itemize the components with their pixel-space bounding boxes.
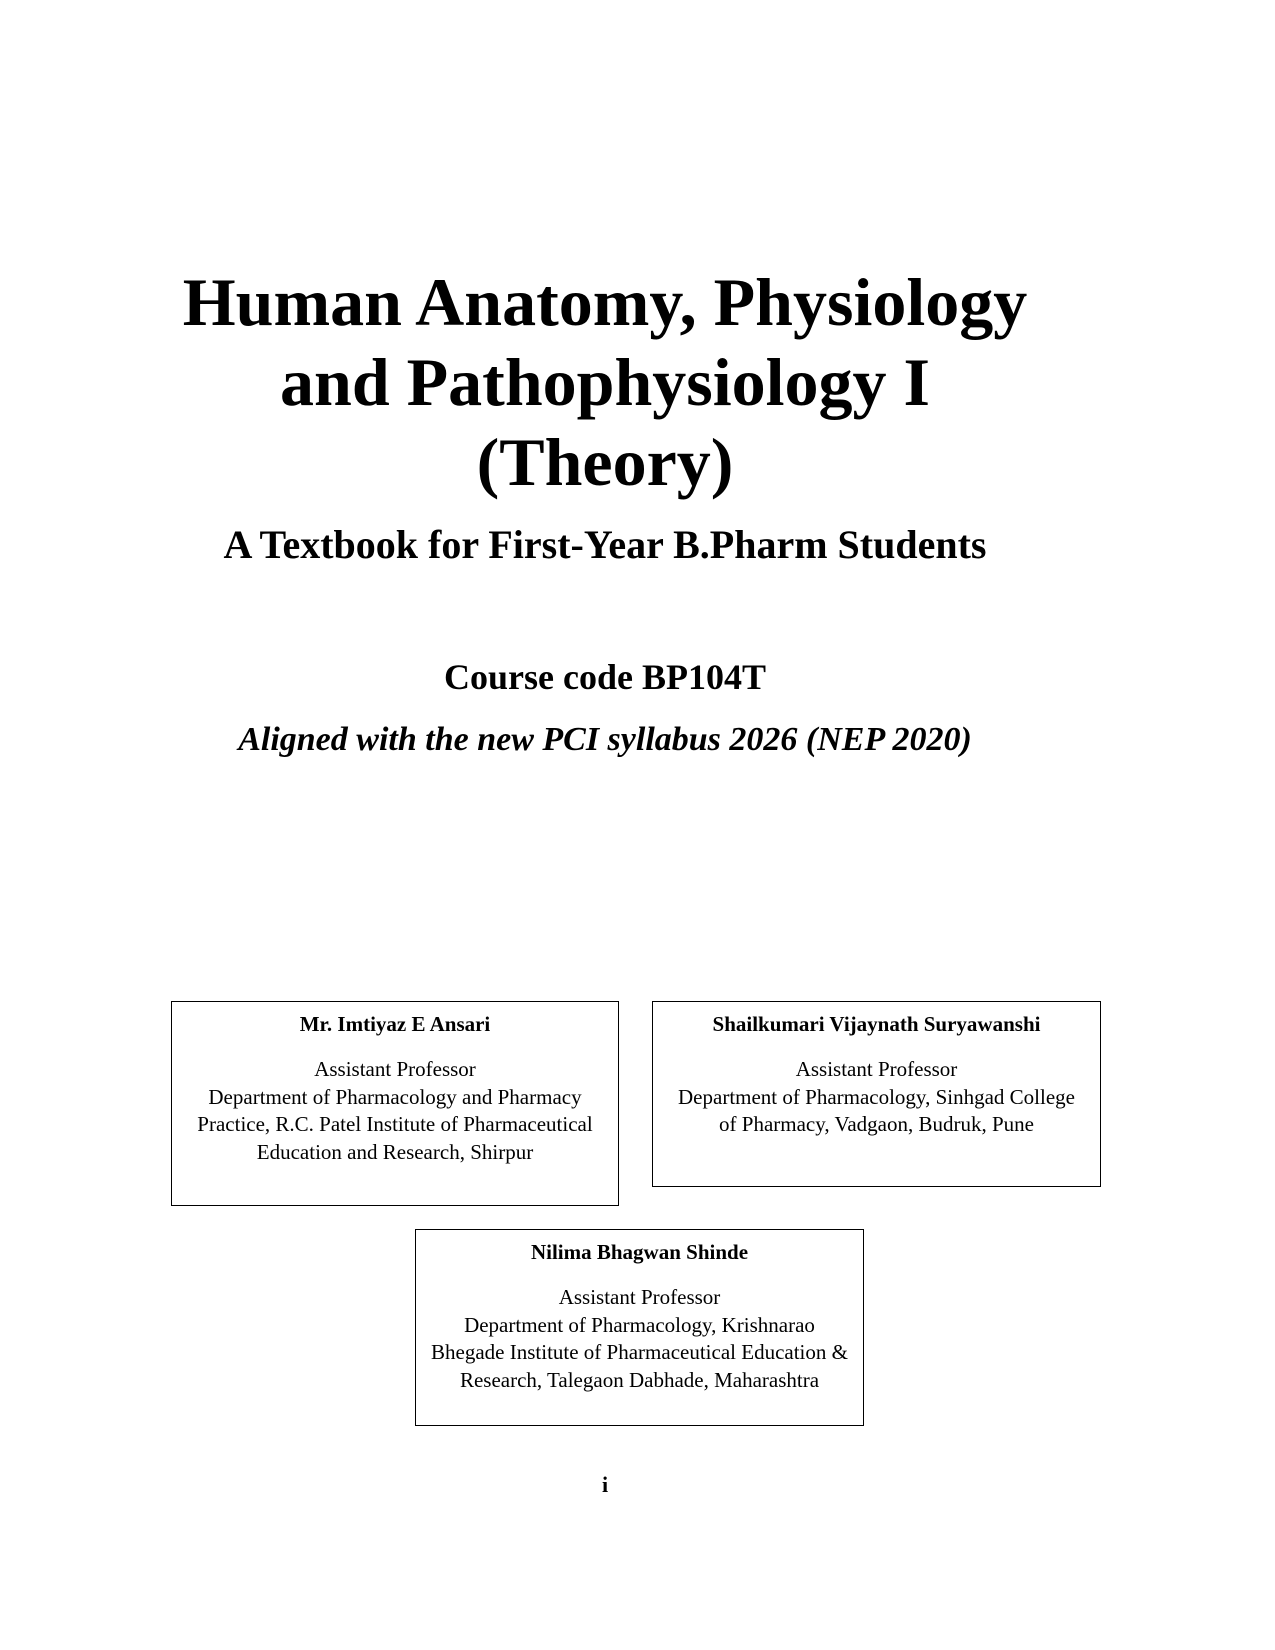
author-name: Mr. Imtiyaz E Ansari	[299, 1012, 491, 1036]
author-affiliation: Department of Pharmacology, Krishnarao Bhegade Institute of Pharmaceutical Education & Research, Talegaon Dabhade, Maharashtra	[431, 1312, 848, 1392]
author-card-1	[171, 1001, 619, 1206]
author-role: Assistant Professor	[558, 1285, 721, 1309]
title-line-2: and Pathophysiology I	[280, 344, 930, 420]
author-card-3	[415, 1229, 864, 1426]
author-affiliation: Department of Pharmacology, Sinhgad College of Pharmacy, Vadgaon, Budruk, Pune	[678, 1084, 1075, 1136]
author-role: Assistant Professor	[795, 1057, 958, 1081]
page-number: i	[601, 1472, 609, 1497]
book-title	[0, 262, 1210, 502]
author-affiliation: Department of Pharmacology and Pharmacy Practice, R.C. Patel Institute of Pharmaceutical Education and Research, Shirpur	[197, 1084, 593, 1164]
author-name: Shailkumari Vijaynath Suryawanshi	[712, 1012, 1041, 1036]
course-code: Course code BP104T	[444, 657, 766, 697]
author-name: Nilima Bhagwan Shinde	[530, 1240, 749, 1264]
author-role: Assistant Professor	[314, 1057, 476, 1081]
title-line-3: (Theory)	[476, 424, 734, 500]
syllabus-alignment-note: Aligned with the new PCI syllabus 2026 (NEP 2020)	[238, 721, 972, 758]
author-card-2	[652, 1001, 1101, 1187]
book-subtitle: A Textbook for First-Year B.Pharm Students	[223, 522, 987, 567]
title-line-1: Human Anatomy, Physiology	[182, 264, 1028, 340]
